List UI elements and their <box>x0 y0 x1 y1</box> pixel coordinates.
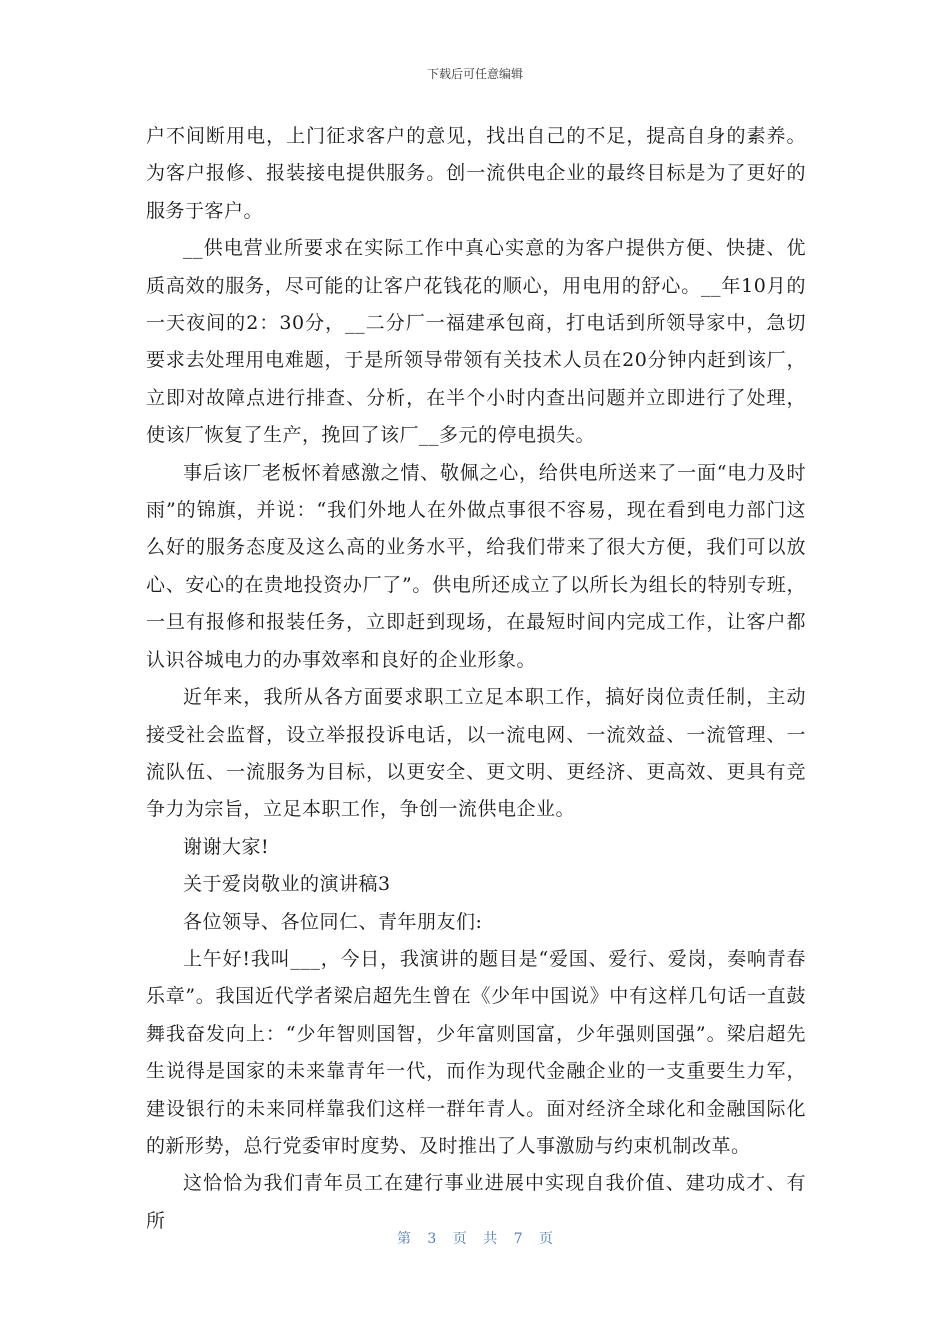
paragraph-5: 上午好!我叫___，今日，我演讲的题目是“爱国、爱行、爱岗，奏响青春乐章”。我国近代学者梁启超先生曾在《少年中国说》中有这样几句话一直鼓舞我奋发向上：“少年智则国智，少年富则国富，少年强则国强”。梁启超先生说得是国家的未来靠青年一代，而作为现代金融企业的一支重要生力军，建设银行的未来同样靠我们这样一群年青人。面对经济全球化和金融国际化的新形势，总行党委审时度势、及时推出了人事激励与约束机制改革。 <box>146 947 806 1157</box>
footer-total-word: 共 <box>483 1231 498 1247</box>
paragraph-4: 近年来，我所从各方面要求职工立足本职工作，搞好岗位责任制，主动接受社会监督，设立举报投诉电话，以一流电网、一流效益、一流管理、一流队伍、一流服务为目标，以更安全、更文明、更经济、更高效、更具有竞争力为宗旨，立足本职工作，争创一流供电企业。 <box>146 686 806 821</box>
paragraph-1: 户不间断用电，上门征求客户的意见，找出自己的不足，提高自身的素养。为客户报修、报装接电提供服务。创一流供电企业的最终目标是为了更好的服务于客户。 <box>146 125 806 222</box>
footer-total-unit: 页 <box>539 1231 554 1247</box>
document-body <box>146 118 806 1240</box>
footer-total-pages: 7 <box>513 1231 523 1247</box>
paragraph-2: __供电营业所要求在实际工作中真心实意的为客户提供方便、快捷、优质高效的服务，尽可能的让客户花钱花的顺心，用电用的舒心。__年10月的一天夜间的2：30分，__二分厂一福建承包商，打电话到所领导家中，急切要求去处理用电难题，于是所领导带领有关技术人员在20分钟内赶到该厂，立即对故障点进行排查、分析，在半个小时内查出问题并立即进行了处理，使该厂恢复了生产，挽回了该厂__多元的停电损失。 <box>146 237 806 447</box>
page-footer <box>0 1229 950 1249</box>
paragraph-3: 事后该厂老板怀着感激之情、敬佩之心，给供电所送来了一面“电力及时雨”的锦旗，并说：“我们外地人在外做点事很不容易，现在看到电力部门这么好的服务态度及这么高的业务水平，给我们带来了很大方便，我们可以放心、安心的在贵地投资办厂了”。供电所还成立了以所长为组长的特别专班，一旦有报修和报装任务，立即赶到现场，在最短时间内完成工作，让客户都认识谷城电力的办事效率和良好的企业形象。 <box>146 461 806 671</box>
page-header: 下载后可任意编辑 <box>426 67 523 81</box>
paragraph-6: 这恰恰为我们青年员工在建行事业进展中实现自我价值、建功成才、有所 <box>146 1172 806 1232</box>
footer-page-number: 3 <box>427 1231 437 1247</box>
closing-thanks: 谢谢大家! <box>183 835 270 858</box>
section-title: 关于爱岗敬业的演讲稿3 <box>183 873 391 896</box>
salutation: 各位领导、各位同仁、青年朋友们: <box>183 910 483 933</box>
footer-page-unit: 页 <box>452 1231 467 1247</box>
footer-page-word: 第 <box>396 1231 411 1247</box>
